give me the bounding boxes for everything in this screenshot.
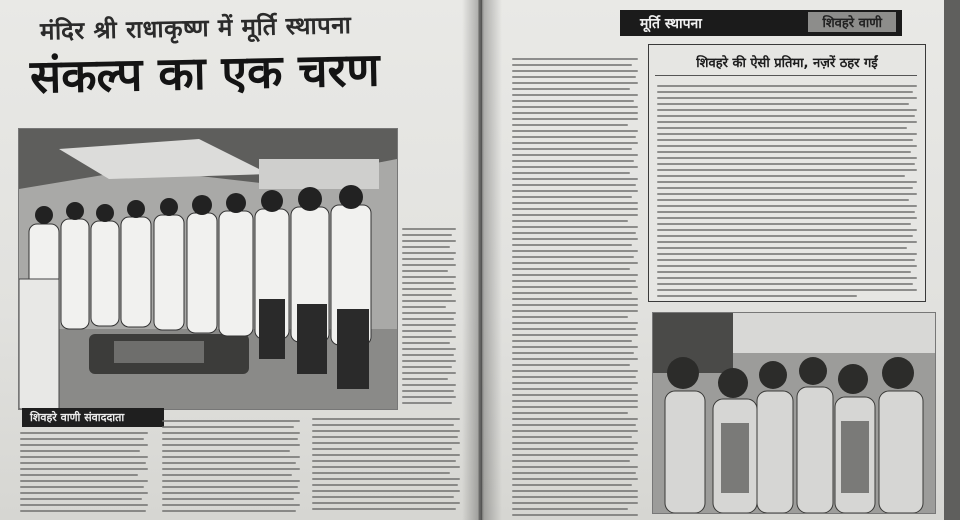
section-tag: शिवहरे वाणी (808, 12, 896, 32)
boxed-article-body (657, 85, 919, 301)
article-headline: संकल्प का एक चरण (29, 42, 381, 104)
right-body-column (512, 58, 640, 520)
ceremony-photo (18, 128, 398, 410)
page-edge (944, 0, 960, 520)
group-photo-icon (19, 129, 397, 409)
byline-label: शिवहरे वाणी संवाददाता (22, 408, 164, 427)
body-column-1 (20, 432, 150, 516)
article-kicker: मंदिर श्री राधाकृष्ण में मूर्ति स्थापना (39, 10, 352, 46)
section-title: मूर्ति स्थापना (640, 16, 702, 32)
boxed-article (648, 44, 926, 302)
body-column-2 (162, 420, 302, 516)
body-column-3 (312, 418, 462, 514)
side-text-column (402, 228, 458, 408)
boxed-article-title: शिवहरे की ऐसी प्रतिमा, नज़रें ठहर गईं (696, 56, 878, 71)
left-page (0, 0, 479, 520)
right-page (482, 0, 944, 520)
boxed-title-rule (655, 75, 917, 76)
section-header-bar (620, 10, 902, 36)
crowd-photo-icon (653, 313, 935, 513)
crowd-photo (652, 312, 936, 514)
